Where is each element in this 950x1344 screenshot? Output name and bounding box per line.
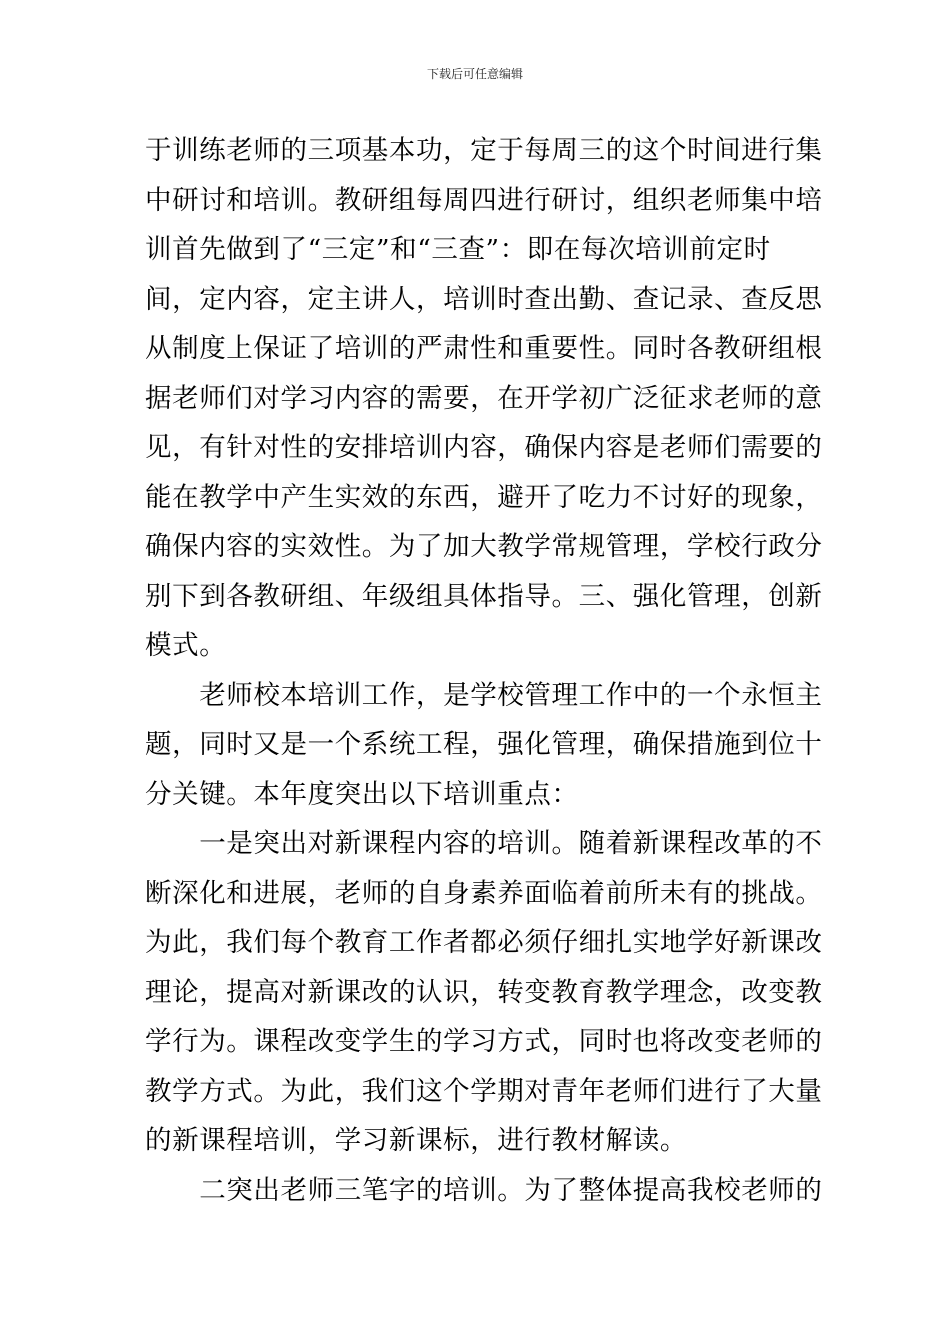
text-line: 理论，提高对新课改的认识，转变教育教学理念，改变教 [145,976,823,1008]
text-line: 中研讨和培训。教研组每周四进行研讨，组织老师集中培 [145,184,823,216]
page-header: 下载后可任意编辑 [426,67,523,81]
text-line: 学行为。课程改变学生的学习方式，同时也将改变老师的 [145,1026,823,1057]
text-line: 间，定内容，定主讲人，培训时查出勤、查记录、查反思 [145,283,823,315]
text-line: 于训练老师的三项基本功，定于每周三的这个时间进行集 [145,135,823,166]
text-line: 据老师们对学习内容的需要，在开学初广泛征求老师的意 [145,382,823,414]
text-line: 确保内容的实效性。为了加大教学常规管理，学校行政分 [145,531,823,562]
text-line: 教学方式。为此，我们这个学期对青年老师们进行了大量 [145,1075,823,1107]
text-line: 断深化和进展，老师的自身素养面临着前所未有的挑战。 [145,877,823,909]
text-line: 别下到各教研组、年级组具体指导。三、强化管理，创新 [145,580,823,612]
text-line: 为此，我们每个教育工作者都必须仔细扎实地学好新课改 [145,927,823,958]
text-line: 模式。 [145,630,227,661]
text-line: 老师校本培训工作，是学校管理工作中的一个永恒主 [145,679,823,711]
text-line: 的新课程培训，学习新课标，进行教材解读。 [145,1125,687,1156]
text-line: 二突出老师三笔字的培训。为了整体提高我校老师的 [145,1174,823,1206]
text-line: 题，同时又是一个系统工程，强化管理，确保措施到位十 [145,729,823,760]
text-line: 一是突出对新课程内容的培训。随着新课程改革的不 [145,828,823,859]
text-line: 训首先做到了“三定”和“三查”：即在每次培训前定时 [145,234,771,265]
text-line: 从制度上保证了培训的严肃性和重要性。同时各教研组根 [145,333,823,364]
text-line: 见，有针对性的安排培训内容，确保内容是老师们需要的 [145,432,823,463]
text-line: 分关键。本年度突出以下培训重点： [145,778,579,810]
text-line: 能在教学中产生实效的东西，避开了吃力不讨好的现象， [145,481,823,513]
body-text [145,126,823,1215]
